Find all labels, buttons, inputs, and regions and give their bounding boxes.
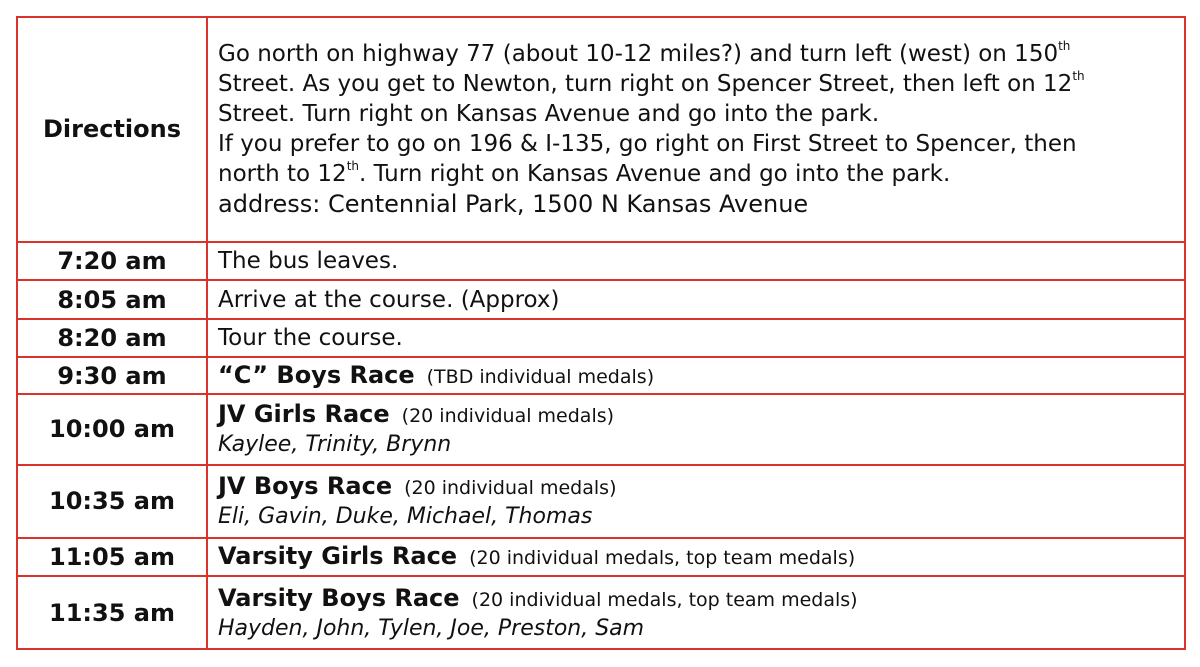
row-time: 10:00 am <box>17 394 207 465</box>
row-time: 11:35 am <box>17 576 207 649</box>
schedule-row <box>17 465 1185 538</box>
row-time: 8:05 am <box>17 280 207 318</box>
schedule-row <box>17 242 1185 280</box>
race-note: (20 individual medals) <box>404 477 617 500</box>
schedule-table <box>16 16 1186 650</box>
runner-names: Hayden, John, Tylen, Joe, Preston, Sam <box>218 615 645 641</box>
schedule-row <box>17 538 1185 576</box>
row-text: The bus leaves. <box>207 242 1185 280</box>
race-name: JV Boys Race <box>218 472 393 501</box>
directions-text <box>207 17 1185 242</box>
row-text: Arrive at the course. (Approx) <box>207 280 1185 318</box>
directions-line-3: Street. Turn right on Kansas Avenue and go into the park. <box>218 100 880 127</box>
directions-line-2: Street. As you get to Newton, turn right on Spencer Street, then left on 12th <box>218 68 1085 97</box>
race-note: (TBD individual medals) <box>426 365 655 388</box>
schedule-row <box>17 576 1185 649</box>
race-name: JV Girls Race <box>218 400 390 429</box>
schedule-row <box>17 394 1185 465</box>
row-time: 8:20 am <box>17 319 207 357</box>
schedule-row <box>17 319 1185 357</box>
row-time: 11:05 am <box>17 538 207 576</box>
race-note: (20 individual medals, top team medals) <box>471 588 858 611</box>
row-race <box>207 394 1185 465</box>
row-time: 7:20 am <box>17 242 207 280</box>
race-name: “C” Boys Race <box>218 360 415 389</box>
race-name: Varsity Girls Race <box>218 541 458 570</box>
runner-names: Kaylee, Trinity, Brynn <box>218 432 452 458</box>
directions-row <box>17 17 1185 242</box>
race-note: (20 individual medals) <box>401 405 615 428</box>
directions-label: Directions <box>17 17 207 242</box>
row-time: 10:35 am <box>17 465 207 538</box>
row-race <box>207 576 1185 649</box>
row-time: 9:30 am <box>17 357 207 393</box>
schedule-row <box>17 357 1185 393</box>
directions-address: address: Centennial Park, 1500 N Kansas Avenue <box>218 189 809 218</box>
directions-line-5: north to 12th. Turn right on Kansas Avenue and go into the park. <box>218 158 951 187</box>
runner-names: Eli, Gavin, Duke, Michael, Thomas <box>218 504 593 530</box>
row-text: Tour the course. <box>207 319 1185 357</box>
race-note: (20 individual medals, top team medals) <box>469 546 856 569</box>
row-race <box>207 357 1185 393</box>
directions-line-1: Go north on highway 77 (about 10-12 miles?) and turn left (west) on 150th <box>218 38 1071 67</box>
row-race <box>207 538 1185 576</box>
schedule-row <box>17 280 1185 318</box>
race-name: Varsity Boys Race <box>218 583 460 612</box>
directions-line-4: If you prefer to go on 196 & I-135, go right on First Street to Spencer, then <box>218 130 1077 157</box>
row-race <box>207 465 1185 538</box>
